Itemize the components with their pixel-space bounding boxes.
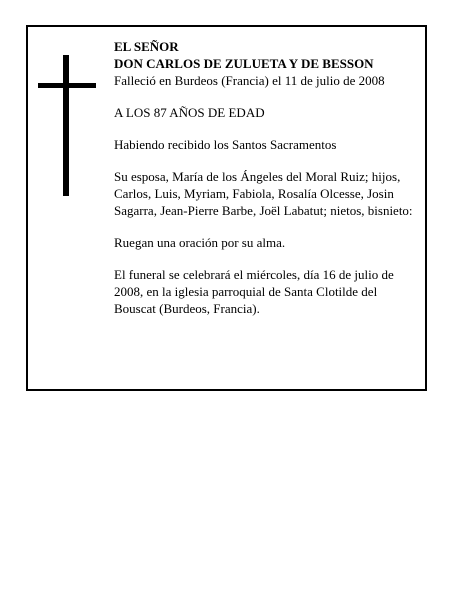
prayer-line: Ruegan una oración por su alma. xyxy=(114,235,286,250)
death-date-line: Falleció en Burdeos (Francia) el 11 de julio de 2008 xyxy=(114,73,385,88)
obituary-text-block xyxy=(114,38,414,317)
deceased-title: EL SEÑOR xyxy=(114,39,179,54)
sacraments-line: Habiendo recibido los Santos Sacramentos xyxy=(114,137,337,152)
age-line: A LOS 87 AÑOS DE EDAD xyxy=(114,105,265,120)
cross-horizontal-bar xyxy=(38,83,96,88)
cross-vertical-bar xyxy=(63,55,69,196)
funeral-paragraph: El funeral se celebrará el miércoles, día 16 de julio de 2008, en la iglesia parroquial de Santa Clotilde del Bouscat (Burdeos, Francia). xyxy=(114,267,394,316)
family-paragraph: Su esposa, María de los Ángeles del Moral Ruiz; hijos, Carlos, Luis, Myriam, Fabiola, Rosalía Olcesse, Josin Sagarra, Jean-Pierre Barbe, Joël Labatut; nietos, bisnieto: xyxy=(114,169,413,218)
deceased-name: DON CARLOS DE ZULUETA Y DE BESSON xyxy=(114,56,374,71)
